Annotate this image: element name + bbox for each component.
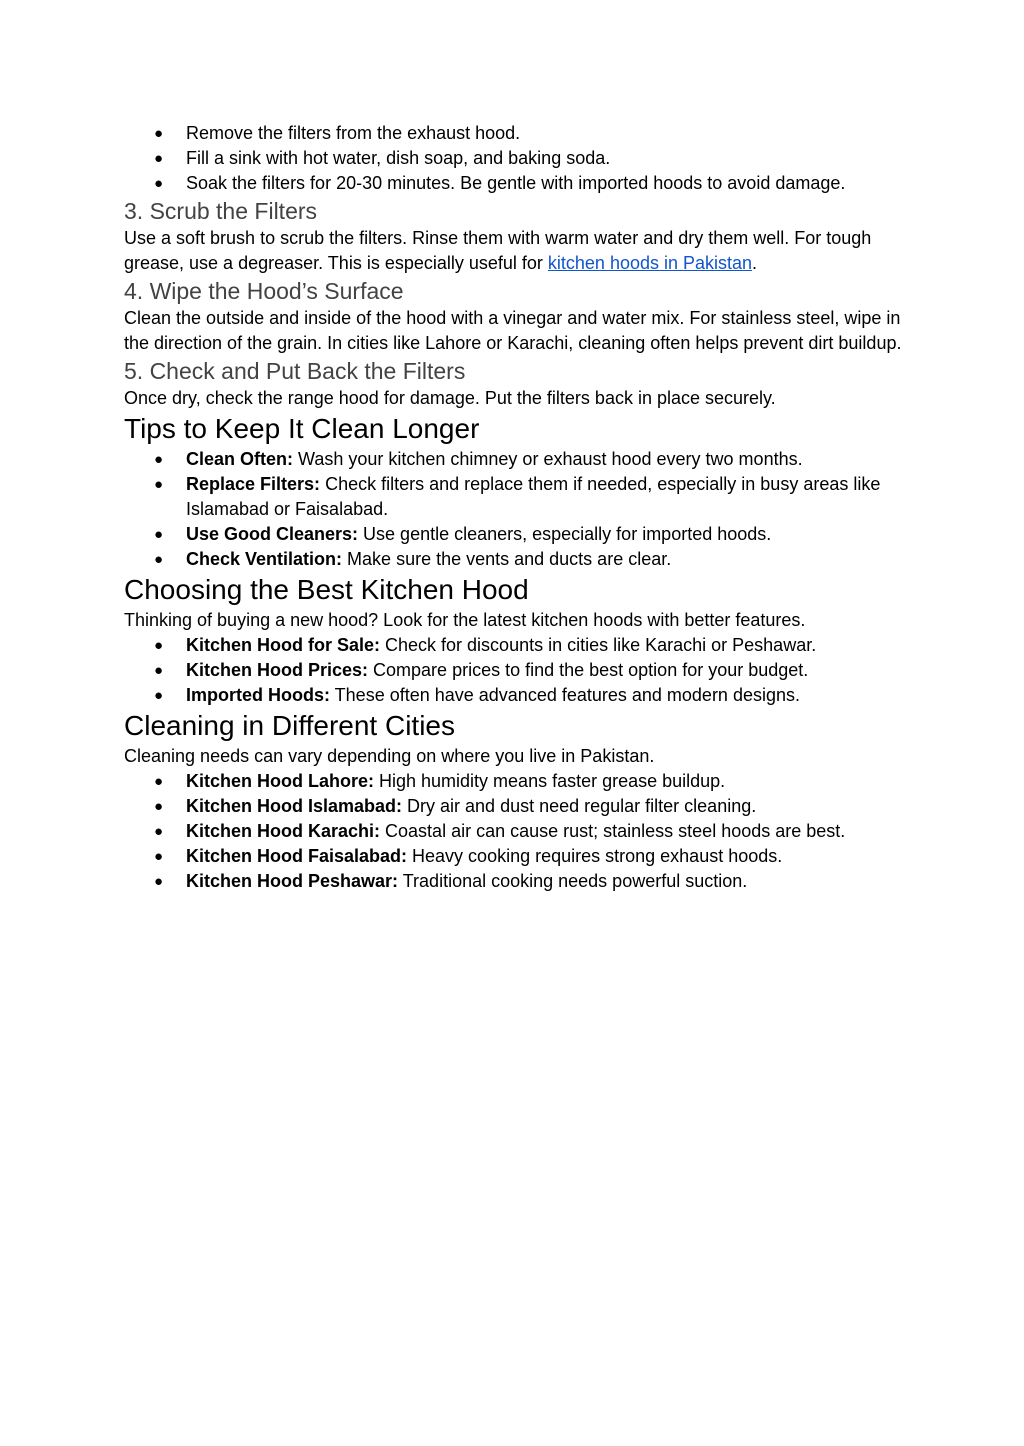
bullet-icon: ● bbox=[154, 798, 164, 815]
choosing-list bbox=[124, 633, 904, 708]
list-item: ● Remove the filters from the exhaust hood. bbox=[124, 121, 904, 146]
tips-list bbox=[124, 447, 904, 572]
bullet-icon: ● bbox=[154, 823, 164, 840]
step3-paragraph: Use a soft brush to scrub the filters. Rinse them with warm water and dry them well. For tough grease, use a degreaser. This is especially useful for kitchen hoods in Pakistan. bbox=[124, 228, 872, 273]
list-item: ● Clean Often: Wash your kitchen chimney or exhaust hood every two months. bbox=[124, 447, 904, 472]
step4-paragraph: Clean the outside and inside of the hood with a vinegar and water mix. For stainless steel, wipe in the direction of the grain. In cities like Lahore or Karachi, cleaning often helps prevent dirt buildup. bbox=[124, 308, 902, 353]
bullet-icon: ● bbox=[154, 873, 164, 890]
list-item: ● Kitchen Hood Lahore: High humidity means faster grease buildup. bbox=[124, 769, 904, 794]
step5-heading: 5. Check and Put Back the Filters bbox=[124, 358, 466, 384]
list-item: ● Use Good Cleaners: Use gentle cleaners, especially for imported hoods. bbox=[124, 522, 904, 547]
list-item: ● Soak the filters for 20-30 minutes. Be gentle with imported hoods to avoid damage. bbox=[124, 171, 904, 196]
cities-heading: Cleaning in Different Cities bbox=[124, 710, 455, 741]
list-item: ● Kitchen Hood Karachi: Coastal air can cause rust; stainless steel hoods are best. bbox=[124, 819, 904, 844]
bullet-icon: ● bbox=[154, 637, 164, 654]
bullet-icon: ● bbox=[154, 175, 164, 192]
list-item: ● Kitchen Hood Faisalabad: Heavy cooking requires strong exhaust hoods. bbox=[124, 844, 904, 869]
bullet-icon: ● bbox=[154, 526, 164, 543]
bullet-icon: ● bbox=[154, 551, 164, 568]
step5-paragraph: Once dry, check the range hood for damage. Put the filters back in place securely. bbox=[124, 388, 776, 408]
bullet-icon: ● bbox=[154, 451, 164, 468]
bullet-icon: ● bbox=[154, 773, 164, 790]
cities-intro: Cleaning needs can vary depending on where you live in Pakistan. bbox=[124, 746, 655, 766]
list-item: ● Fill a sink with hot water, dish soap, and baking soda. bbox=[124, 146, 904, 171]
list-item: ● Imported Hoods: These often have advanced features and modern designs. bbox=[124, 683, 904, 708]
bullet-icon: ● bbox=[154, 150, 164, 167]
list-item: ● Kitchen Hood Prices: Compare prices to find the best option for your budget. bbox=[124, 658, 904, 683]
choosing-heading: Choosing the Best Kitchen Hood bbox=[124, 574, 529, 605]
cities-list bbox=[124, 769, 904, 894]
choosing-intro: Thinking of buying a new hood? Look for the latest kitchen hoods with better features. bbox=[124, 610, 806, 630]
kitchen-hoods-link[interactable]: kitchen hoods in Pakistan bbox=[547, 253, 753, 273]
list-item: ● Kitchen Hood Peshawar: Traditional cooking needs powerful suction. bbox=[124, 869, 904, 894]
bullet-icon: ● bbox=[154, 662, 164, 679]
document-content bbox=[124, 121, 904, 894]
step4-heading: 4. Wipe the Hood’s Surface bbox=[124, 278, 404, 304]
list-item: ● Replace Filters: Check filters and replace them if needed, especially in busy areas like Islamabad or Faisalabad. bbox=[154, 474, 881, 519]
bullet-icon: ● bbox=[154, 687, 164, 704]
bullet-icon: ● bbox=[154, 848, 164, 865]
list-item: ● Check Ventilation: Make sure the vents and ducts are clear. bbox=[124, 547, 904, 572]
tips-heading: Tips to Keep It Clean Longer bbox=[124, 413, 480, 444]
bullet-icon: ● bbox=[154, 476, 164, 493]
list-item: ● Kitchen Hood Islamabad: Dry air and dust need regular filter cleaning. bbox=[124, 794, 904, 819]
cleaning-steps-list bbox=[124, 121, 904, 196]
list-item: ● Kitchen Hood for Sale: Check for discounts in cities like Karachi or Peshawar. bbox=[124, 633, 904, 658]
bullet-icon: ● bbox=[154, 125, 164, 142]
step3-heading: 3. Scrub the Filters bbox=[124, 198, 318, 224]
